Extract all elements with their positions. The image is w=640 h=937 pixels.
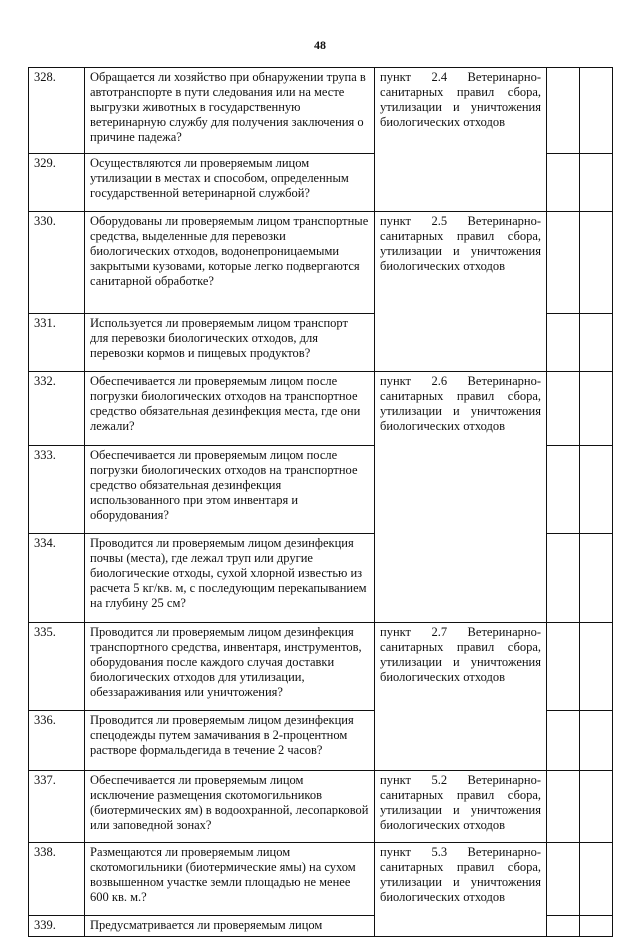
question-text: Обеспечивается ли проверяемым лицом после погрузки биологических отходов на транспортное средство обязательная дезинфекция использованного при этом инвентаря и оборудования? (85, 446, 375, 534)
answer-cell-yes[interactable] (547, 372, 580, 446)
answer-cell-yes[interactable] (547, 711, 580, 771)
item-number: 333. (29, 446, 85, 534)
table-row (29, 372, 613, 446)
table-row (29, 68, 613, 154)
legal-reference: пункт 2.4 Ветеринарно-санитарных правил сбора, утилизации и уничтожения биологических отходов (375, 68, 547, 212)
legal-reference: пункт 2.6 Ветеринарно-санитарных правил сбора, утилизации и уничтожения биологических отходов (375, 372, 547, 623)
question-text: Размещаются ли проверяемым лицом скотомогильники (биотермические ямы) на сухом возвышенном участке земли площадью не менее 600 кв. м.? (85, 843, 375, 916)
item-number: 329. (29, 154, 85, 212)
question-text: Проводится ли проверяемым лицом дезинфекция транспортного средства, инвентаря, инструментов, оборудования после каждого случая доставки биологических отходов для утилизации, обеззараживания или уничтожения? (85, 623, 375, 711)
item-number: 328. (29, 68, 85, 154)
answer-cell-no[interactable] (580, 314, 613, 372)
question-text: Осуществляются ли проверяемым лицом утилизации в местах и способом, определенным государственной ветеринарной службой? (85, 154, 375, 212)
answer-cell-no[interactable] (580, 212, 613, 314)
answer-cell-yes[interactable] (547, 916, 580, 937)
question-text: Используется ли проверяемым лицом транспорт для перевозки биологических отходов, для перевозки кормов и пищевых продуктов? (85, 314, 375, 372)
answer-cell-no[interactable] (580, 623, 613, 711)
page-number: 48 (314, 38, 326, 52)
answer-cell-yes[interactable] (547, 68, 580, 154)
table-row (29, 623, 613, 711)
legal-reference: пункт 5.2 Ветеринарно-санитарных правил сбора, утилизации и уничтожения биологических отходов (375, 771, 547, 843)
legal-reference: пункт 2.5 Ветеринарно-санитарных правил сбора, утилизации и уничтожения биологических отходов (375, 212, 547, 372)
checklist-table (28, 67, 613, 937)
item-number: 338. (29, 843, 85, 916)
legal-reference: пункт 5.3 Ветеринарно-санитарных правил сбора, утилизации и уничтожения биологических отходов (375, 843, 547, 937)
item-number: 337. (29, 771, 85, 843)
item-number: 336. (29, 711, 85, 771)
answer-cell-no[interactable] (580, 68, 613, 154)
answer-cell-yes[interactable] (547, 154, 580, 212)
table-row (29, 771, 613, 843)
answer-cell-yes[interactable] (547, 314, 580, 372)
answer-cell-yes[interactable] (547, 212, 580, 314)
answer-cell-yes[interactable] (547, 534, 580, 623)
item-number: 331. (29, 314, 85, 372)
answer-cell-no[interactable] (580, 154, 613, 212)
question-text: Предусматривается ли проверяемым лицом (85, 916, 375, 937)
table-row (29, 212, 613, 314)
item-number: 332. (29, 372, 85, 446)
question-text: Проводится ли проверяемым лицом дезинфекция почвы (места), где лежал труп или другие биологические отходы, сухой хлорной известью из расчета 5 кг/кв. м, с последующим перекапыванием на глубину 25 см? (85, 534, 375, 623)
item-number: 330. (29, 212, 85, 314)
item-number: 334. (29, 534, 85, 623)
answer-cell-no[interactable] (580, 534, 613, 623)
question-text: Обеспечивается ли проверяемым лицом после погрузки биологических отходов на транспортное средство обязательная дезинфекция места, где они лежали? (85, 372, 375, 446)
question-text: Оборудованы ли проверяемым лицом транспортные средства, выделенные для перевозки биологических отходов, водонепроницаемыми закрытыми кузовами, которые легко подвергаются санитарной обработке? (85, 212, 375, 314)
question-text: Проводится ли проверяемым лицом дезинфекция спецодежды путем замачивания в 2-процентном растворе формальдегида в течение 2 часов? (85, 711, 375, 771)
answer-cell-no[interactable] (580, 446, 613, 534)
answer-cell-no[interactable] (580, 372, 613, 446)
answer-cell-yes[interactable] (547, 446, 580, 534)
answer-cell-yes[interactable] (547, 623, 580, 711)
question-text: Обеспечивается ли проверяемым лицом исключение размещения скотомогильников (биотермических ям) в водоохранной, лесопарковой или заповедной зонах? (85, 771, 375, 843)
legal-reference: пункт 2.7 Ветеринарно-санитарных правил сбора, утилизации и уничтожения биологических отходов (375, 623, 547, 771)
question-text: Обращается ли хозяйство при обнаружении трупа в автотранспорте в пути следования или на месте выгрузки животных в государственную ветеринарную службу для получения заключения о причине падежа? (85, 68, 375, 154)
answer-cell-no[interactable] (580, 771, 613, 843)
item-number: 339. (29, 916, 85, 937)
item-number: 335. (29, 623, 85, 711)
answer-cell-no[interactable] (580, 711, 613, 771)
answer-cell-no[interactable] (580, 916, 613, 937)
answer-cell-yes[interactable] (547, 771, 580, 843)
